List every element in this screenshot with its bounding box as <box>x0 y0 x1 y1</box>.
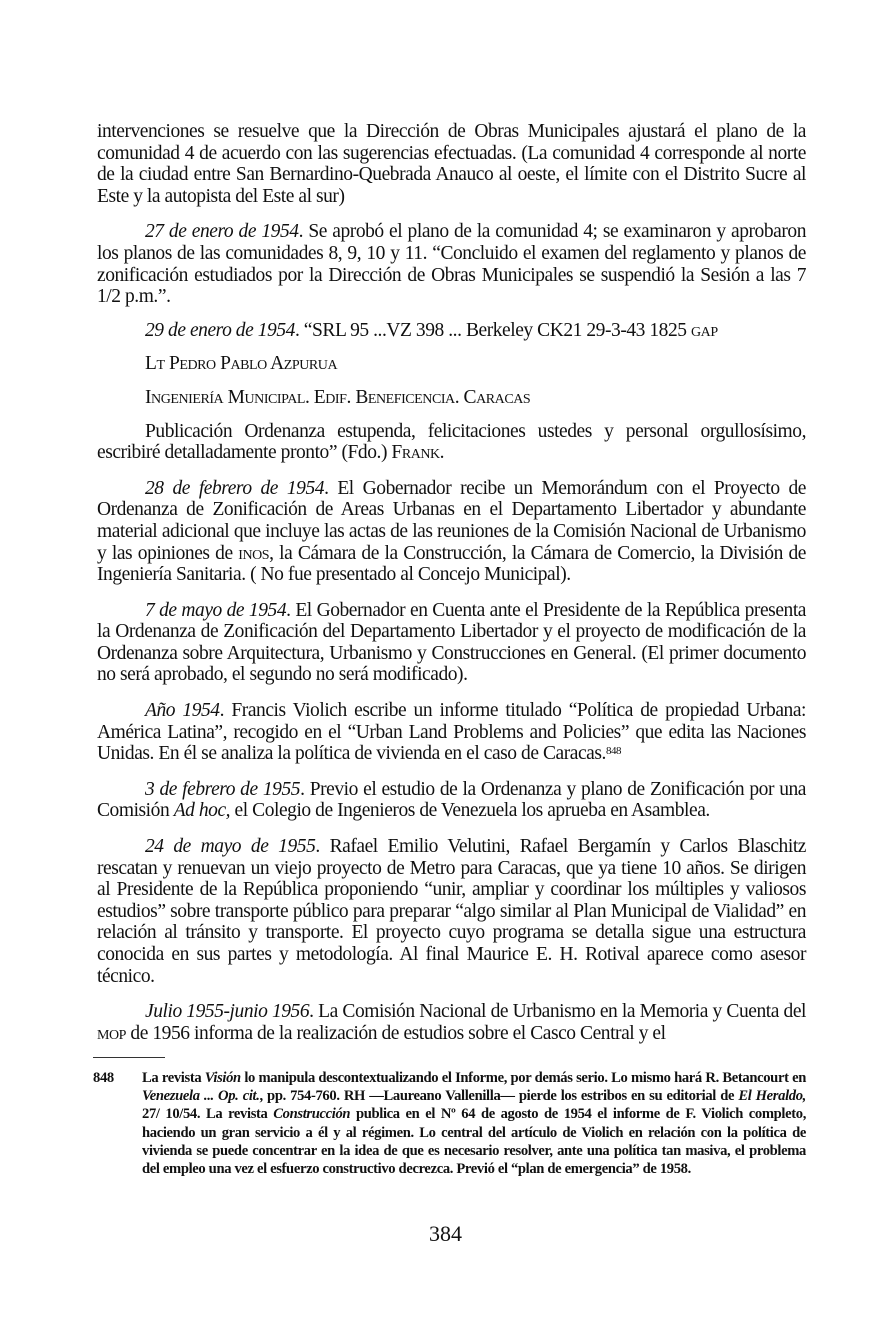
footnote-segment: publica en el Nº 64 de agosto de 1954 el informe de F. Violich completo, haciendo un gran servicio a él y al régimen. Lo central del artículo de Violich en relación con la política de vivienda se puede concentrar en la idea de que es necesario resolver, ante una política tan masiva, el problema del empleo una vez el esfuerzo constructivo decrezca. Previó el “plan de emergencia” de 1958. <box>142 1106 806 1178</box>
paragraph-text: el Colegio de Ingenieros de Venezuela los aprueba en Asamblea. <box>230 800 710 822</box>
paragraph-text: . Rafael Emilio Velutini, Rafael Bergamín y Carlos Blaschitz rescatan y renuevan un viejo proyecto de Metro para Caracas, que ya tiene 10 años. Se dirigen al Presidente de la República proponiendo “unir, ampliar y coordinar los múltiples y valiosos estudios” sobre transporte público para preparar “algo similar al Plan Municipal de Vialidad” en relación al tránsito y transporte. El proyecto cuyo programa se detalla sigue una estructura conocida en sus partes y metodología. Al final Maurice E. H. Rotival aparece como asesor técnico. <box>97 836 806 987</box>
paragraph-text: . El Gobernador en Cuenta ante el Presidente de la República presenta la Ordenanza de Zonificación del Departamento Libertador y el proyecto de modificación de la Ordenanza sobre Arquitectura, Urbanismo y Construcciones en General. (El primer documento no será aprobado, el segundo no será modificado). <box>97 599 806 686</box>
telegram-address <box>97 387 806 409</box>
entry-julio-1955 <box>97 1001 806 1044</box>
paragraph-text: . “SRL 95 ...VZ 398 ... Berkeley CK21 29-3-43 1825 <box>294 319 692 341</box>
entry-27-enero-1954 <box>97 221 806 307</box>
entry-29-enero-1954 <box>97 320 806 342</box>
paragraph-text: . Francis Violich escribe un informe titulado “Política de propiedad Urbana: América Latina”, recogido en el “Urban Land Problems and Policies” que edita las Naciones Unidas. En él se analiza la política de vivienda en el caso de Caracas. <box>97 700 806 765</box>
paragraph-text: de 1956 informa de la realización de estudios sobre el Casco Central y el <box>126 1022 666 1044</box>
paragraph-text: . El Gobernador recibe un Memorándum con el Proyecto de Ordenanza de Zonificación de Areas Urbanas en el Departamento Libertador y abundante material adicional que incluye las actas de las reuniones de la Comisión Nacional de Urbanismo y las opiniones de <box>97 477 806 564</box>
italic-term: Ad hoc, <box>173 800 231 822</box>
paragraph-text: . Se aprobó el plano de la comunidad 4; se examinaron y aprobaron los planos de las comunidades 8, 9, 10 y 11. “Concluido el examen del reglamento y planos de zonificación estudiados por la Dirección de Obras Municipales se suspendió la Sesión a las 7 1/2 p.m.”. <box>97 221 807 308</box>
paragraph-text: intervenciones se resuelve que la Dirección de Obras Municipales ajustará el plano de la comunidad 4 de acuerdo con las sugerencias efectuadas. (La comunidad 4 corresponde al norte de la ciudad entre San Bernardino-Quebrada Anauco al oeste, el límite con el Distrito Sucre al Este y la autopista del Este al sur) <box>97 121 806 207</box>
paragraph-text: Publicación Ordenanza estupenda, felicitaciones ustedes y personal orgullosísimo, escribiré detalladamente pronto” (Fdo.) <box>97 420 806 464</box>
entry-date: 7 de mayo de 1954 <box>145 599 287 621</box>
telegram-recipient <box>97 353 806 375</box>
paragraph-text: . La Comisión Nacional de Urbanismo en la Memoria y Cuenta del <box>309 1001 806 1023</box>
footnote-segment: 27/ 10/54. La revista <box>142 1106 274 1123</box>
paragraph-continuation <box>97 121 806 207</box>
recipient-name: Lt Pedro Pablo Azpurua <box>145 353 338 375</box>
entry-date: Julio 1955-junio 1956 <box>145 1001 310 1023</box>
entry-ano-1954 <box>97 700 806 765</box>
entry-date: 29 de enero de 1954 <box>145 319 295 341</box>
footnote-segment: lo manipula descontextualizando el Informe, por demás serio. Lo mismo hará R. Betancourt en <box>240 1070 806 1086</box>
entry-date: 28 de febrero de 1954 <box>145 477 325 499</box>
paragraph-text: , la Cámara de la Construcción, la Cámara de Comercio, la División de Ingeniería Sanitaria. ( No fue presentado al Concejo Municipal). <box>97 542 806 586</box>
italic-title: El Heraldo, <box>738 1088 806 1105</box>
main-text <box>97 121 806 1044</box>
footnote-848 <box>93 1069 806 1178</box>
telegram-body <box>97 421 806 464</box>
entry-date: Año 1954 <box>145 700 220 722</box>
acronym: mop <box>97 1022 126 1044</box>
footnote-separator <box>93 1057 165 1058</box>
entry-date: 27 de enero de 1954 <box>145 221 299 243</box>
entry-24-mayo-1955 <box>97 836 806 987</box>
entry-28-febrero-1954 <box>97 478 806 586</box>
footnote-number: 848 <box>93 1070 114 1086</box>
italic-title: Venezuela ... Op. cit. <box>142 1088 260 1105</box>
entry-date: 3 de febrero de 1955 <box>145 778 301 800</box>
signature: Frank. <box>391 442 445 464</box>
italic-title: Visión <box>204 1070 241 1086</box>
italic-title: Construcción <box>273 1106 351 1123</box>
telegram-code: gap <box>691 319 718 341</box>
paragraph-text: . Previo el estudio de la Ordenanza y plano de Zonificación por una Comisión <box>97 778 806 822</box>
entry-3-febrero-1955 <box>97 779 806 822</box>
footnote-text <box>142 1069 806 1178</box>
footnote-segment: , pp. 754-760. RH —Laureano Vallenilla— pierde los estribos en su editorial de <box>259 1088 739 1105</box>
page-number: 384 <box>429 1221 462 1246</box>
recipient-address: Ingeniería Municipal. Edif. Beneficencia. Caracas <box>145 386 531 408</box>
footnote-reference[interactable]: 848 <box>605 745 622 758</box>
entry-date: 24 de mayo de 1955 <box>145 836 316 858</box>
acronym: inos <box>238 542 270 564</box>
footnote-segment: La revista <box>142 1070 205 1086</box>
entry-7-mayo-1954 <box>97 600 806 686</box>
